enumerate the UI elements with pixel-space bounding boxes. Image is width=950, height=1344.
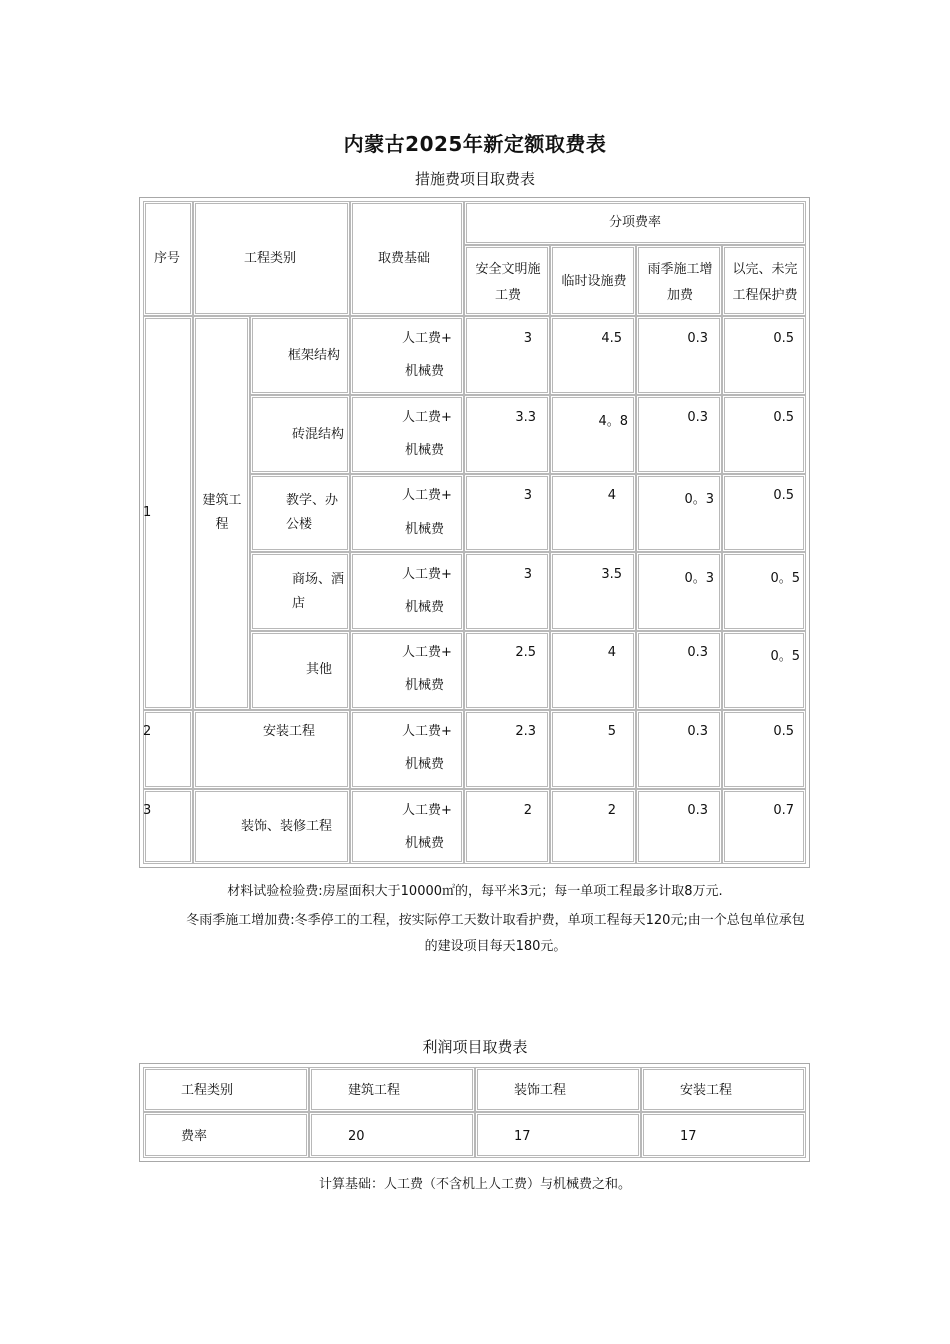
row6-v4: 0.5 (773, 724, 794, 739)
row3-sub: 教学、办公楼 (286, 493, 339, 532)
row7-v1-cell (464, 789, 550, 864)
row7-v3: 0.3 (687, 803, 708, 818)
header-col4: 以完、未完工程保护费 (732, 262, 798, 303)
row7-v2: 2 (607, 803, 616, 818)
row4-v4-cell (722, 552, 806, 631)
row4-v1: 3 (523, 567, 532, 582)
row6-v2-cell (550, 710, 636, 789)
row1-v2-cell (550, 316, 636, 395)
row3-v3: 0。3 (684, 492, 714, 507)
row4-sub: 商场、酒店 (292, 572, 345, 611)
row1-v1: 3 (523, 331, 532, 346)
row5-v3-cell (636, 631, 722, 710)
row5-v2: 4 (607, 645, 616, 660)
row3-v2: 4 (607, 488, 616, 503)
row1-v3: 0.3 (687, 331, 708, 346)
row6-basis-b: 机械费 (405, 757, 445, 772)
row5-basis-b: 机械费 (405, 678, 445, 693)
row1-v4-cell (722, 316, 806, 395)
group1-category: 建筑工程 (202, 493, 242, 532)
header-basis: 取费基础 (378, 251, 431, 266)
row2-basis-b: 机械费 (405, 443, 445, 458)
row5-v1-cell (464, 631, 550, 710)
row5-v4: 0。5 (770, 649, 800, 664)
group1-seq: 1 (143, 505, 152, 520)
row5-v2-cell (550, 631, 636, 710)
profit-rate-cell-3 (475, 1112, 641, 1158)
row3-v3-cell (636, 474, 722, 552)
row6-v1-cell (464, 710, 550, 789)
row7-category: 装饰、装修工程 (241, 819, 333, 834)
profit-header-installation: 安装工程 (680, 1083, 733, 1098)
row7-seq: 3 (143, 803, 152, 818)
row1-v1-cell (464, 316, 550, 395)
row2-sub: 砖混结构 (292, 427, 345, 442)
profit-note-basis: 计算基础：人工费（不含机上人工费）与机械费之和。 (318, 1177, 631, 1192)
row1-basis-a: 人工费+ (402, 331, 452, 346)
row6-v2: 5 (607, 724, 616, 739)
row3-v4: 0.5 (773, 488, 794, 503)
row3-v4-cell (722, 474, 806, 552)
row7-basis-a: 人工费+ (402, 803, 452, 818)
row2-basis-a: 人工费+ (402, 410, 452, 425)
profit-rate-cell-4 (641, 1112, 806, 1158)
row3-v1: 3 (523, 488, 532, 503)
row4-basis-a: 人工费+ (402, 567, 452, 582)
row4-basis-b: 机械费 (405, 600, 445, 615)
header-seq: 序号 (154, 251, 181, 266)
document-title: 内蒙古2025年新定额取费表 (343, 132, 607, 156)
row5-v1: 2.5 (515, 645, 536, 660)
row1-v3-cell (636, 316, 722, 395)
row1-sub: 框架结构 (288, 348, 341, 363)
row4-v4: 0。5 (770, 571, 800, 586)
row7-v4: 0.7 (773, 803, 794, 818)
profit-rate-cell-1 (143, 1112, 309, 1158)
row4-v3-cell (636, 552, 722, 631)
measures-table-subtitle: 措施费项目取费表 (414, 170, 535, 188)
profit-rate-building: 20 (348, 1129, 365, 1144)
header-col3: 雨季施工增加费 (647, 262, 713, 303)
row5-sub: 其他 (306, 662, 333, 677)
header-group: 分项费率 (608, 215, 661, 230)
row6-basis-a: 人工费+ (402, 724, 452, 739)
row1-v4: 0.5 (773, 331, 794, 346)
row5-v3: 0.3 (687, 645, 708, 660)
row1-basis-b: 机械费 (405, 364, 445, 379)
row3-basis-b: 机械费 (405, 522, 445, 537)
row7-v1: 2 (523, 803, 532, 818)
row3-basis-a: 人工费+ (402, 488, 452, 503)
row3-v1-cell (464, 474, 550, 552)
row4-v2-cell (550, 552, 636, 631)
header-category: 工程类别 (244, 251, 297, 266)
row2-v3-cell (636, 395, 722, 474)
row5-basis-a: 人工费+ (402, 645, 452, 660)
row7-v2-cell (550, 789, 636, 864)
profit-rate-installation: 17 (680, 1129, 697, 1144)
row4-v2: 3.5 (601, 567, 622, 582)
header-col1: 安全文明施工费 (475, 262, 541, 303)
profit-rate-cell-2 (309, 1112, 475, 1158)
row6-v3-cell (636, 710, 722, 789)
header-col2: 临时设施费 (561, 274, 627, 289)
row6-v1: 2.3 (515, 724, 536, 739)
row5-sub-cell (250, 631, 350, 710)
profit-rate-decoration: 17 (514, 1129, 531, 1144)
row6-v4-cell (722, 710, 806, 789)
measures-note-material-testing: 材料试验检验费:房屋面积大于10000㎡的，每平米3元；每一单项工程最多计取8万元. (227, 884, 723, 899)
row7-v4-cell (722, 789, 806, 864)
row2-v1-cell (464, 395, 550, 474)
row5-v4-cell (722, 631, 806, 710)
row2-v4-cell (722, 395, 806, 474)
profit-rate-label: 费率 (181, 1129, 208, 1144)
row4-v3: 0。3 (684, 571, 714, 586)
row6-v3: 0.3 (687, 724, 708, 739)
profit-table-subtitle: 利润项目取费表 (422, 1038, 528, 1056)
row2-v4: 0.5 (773, 410, 794, 425)
measures-note-winter-rain: 冬雨季施工增加费:冬季停工的工程，按实际停工天数计取看护费，单项工程每天120元;由一个总包单位承包的建设项目每天180元。 (186, 913, 805, 954)
row3-v2-cell (550, 474, 636, 552)
row2-v2: 4。8 (598, 414, 628, 429)
profit-header-building: 建筑工程 (348, 1083, 401, 1098)
profit-header-category: 工程类别 (181, 1083, 234, 1098)
row6-seq: 2 (143, 724, 152, 739)
row4-v1-cell (464, 552, 550, 631)
row6-category: 安装工程 (263, 724, 316, 739)
row2-v3: 0.3 (687, 410, 708, 425)
row2-v2-cell (550, 395, 636, 474)
row2-v1: 3.3 (515, 410, 536, 425)
row7-basis-b: 机械费 (405, 836, 445, 851)
profit-header-decoration: 装饰工程 (514, 1083, 567, 1098)
row1-v2: 4.5 (601, 331, 622, 346)
row7-v3-cell (636, 789, 722, 864)
